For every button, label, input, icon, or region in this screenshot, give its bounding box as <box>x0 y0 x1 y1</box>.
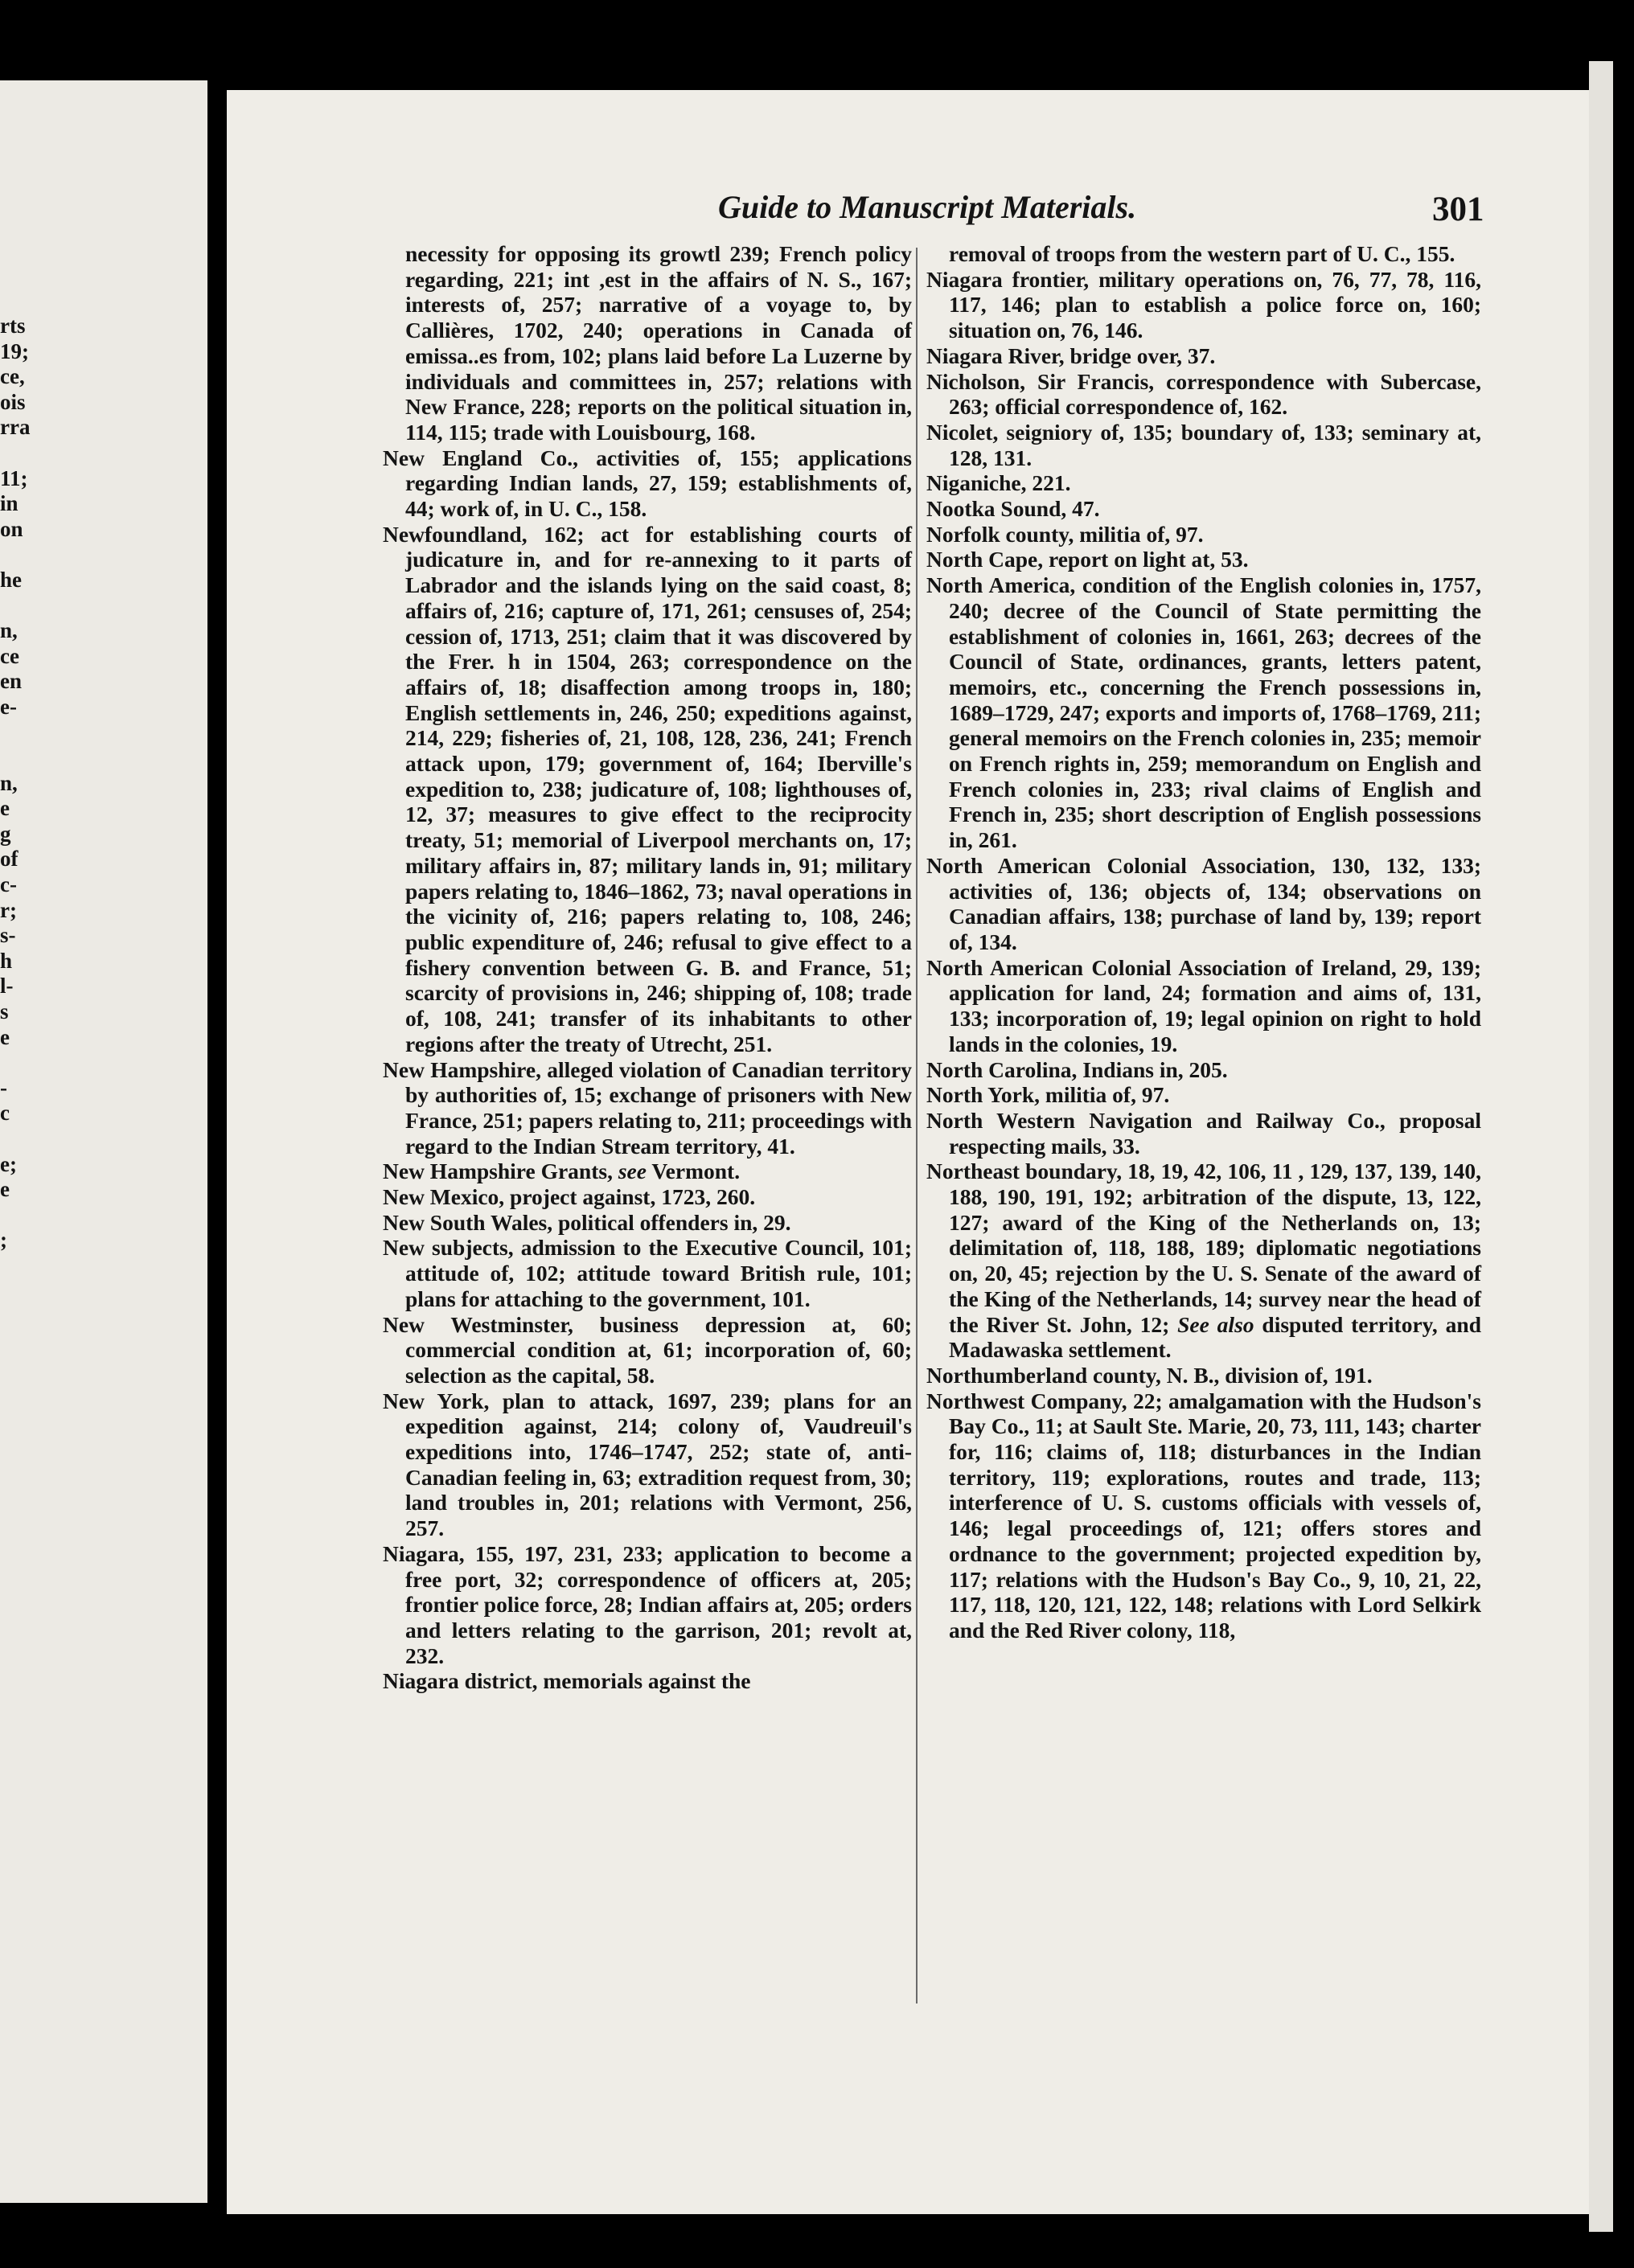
index-entry: Niagara frontier, military operations on, 76, 77, 78, 116, 117, 146; plan to establish a police force on, 160; situation on, 76, 146. <box>926 266 1481 343</box>
index-entry: Niagara, 155, 197, 231, 233; application to become a free port, 32; correspondence of officers at, 205; frontier police force, 28; Indian affairs at, 205; orders and letters relating to the garrison, 201; revolt at, 232. <box>383 1540 912 1668</box>
margin-fragment: h <box>0 948 13 973</box>
index-entry: New subjects, admission to the Executive Council, 101; attitude of, 102; attitude toward British rule, 101; plans for attaching to the government, 101. <box>383 1235 912 1311</box>
index-entry: Norfolk county, militia of, 97. <box>926 521 1204 547</box>
previous-page-fragments <box>0 314 48 1253</box>
index-entry: New Hampshire, alleged violation of Canadian territory by authorities of, 15; exchange of prisoners with New France, 251; papers relating to, 211; proceedings with regard to the Indian Stream territory, 41. <box>383 1056 912 1159</box>
index-entry: necessity for opposing its growtl 239; French policy regarding, 221; int ,est in the affairs of N. S., 167; interests of, 257; narrative of a voyage to, by Callières, 1702, 240; operations in Canada of emissa..es from, 102; plans laid before La Luzerne by individuals and committees in, 257; relations with New France, 228; reports on the political situation in, 114, 115; trade with Louisbourg, 168. <box>405 241 912 445</box>
margin-fragment: en <box>0 669 22 694</box>
running-header-title: Guide to Manuscript Materials. <box>718 189 1137 225</box>
margin-fragment: e <box>0 1177 10 1202</box>
index-entry: North American Colonial Association of Ireland, 29, 139; application for land, 24; formation and aims of, 131, 133; incorporation of, 19; legal opinion on right to hold lands in the colonies, 19. <box>926 954 1481 1056</box>
margin-fragment: ce, <box>0 364 25 389</box>
margin-fragment: rts <box>0 314 26 338</box>
index-entry: Niagara River, bridge over, 37. <box>926 342 1216 368</box>
margin-fragment <box>0 745 48 771</box>
index-column-right <box>926 241 1481 1643</box>
index-entry: New England Co., activities of, 155; applications regarding Indian lands, 27, 159; establishments of, 44; work of, in U. C., 158. <box>383 445 912 522</box>
index-entry: removal of troops from the western part of U. C., 155. <box>949 241 1455 266</box>
previous-page-edge <box>0 80 207 2203</box>
margin-fragment: c <box>0 1101 10 1126</box>
index-entry: New South Wales, political offenders in, 29. <box>383 1209 791 1235</box>
index-entry: New Westminster, business depression at, 60; commercial condition at, 61; incorporation of, 60; selection as the capital, 58. <box>383 1311 912 1388</box>
margin-fragment: s- <box>0 923 16 948</box>
margin-fragment <box>0 542 48 568</box>
margin-fragment: s <box>0 999 9 1024</box>
margin-fragment: ; <box>0 1228 7 1253</box>
margin-fragment: n, <box>0 770 18 795</box>
index-entry: New York, plan to attack, 1697, 239; plans for an expedition against, 214; colony of, Vaudreuil's expeditions into, 1746–1747, 252; state of, anti-Canadian feeling in, 63; extradition request from, 30; land troubles in, 201; relations with Vermont, 256, 257. <box>383 1388 912 1541</box>
margin-fragment: c- <box>0 872 17 897</box>
index-entry: Niganiche, 221. <box>926 470 1071 496</box>
column-divider <box>916 248 918 2003</box>
margin-fragment <box>0 593 48 619</box>
index-entry: North American Colonial Association, 130, 132, 133; activities of, 136; objects of, 134; observations on Canadian affairs, 138; purchase of land by, 139; report of, 134. <box>926 852 1481 954</box>
margin-fragment <box>0 1050 48 1076</box>
index-entry: Nootka Sound, 47. <box>926 496 1100 522</box>
margin-fragment: he <box>0 567 22 592</box>
margin-fragment <box>0 1126 48 1152</box>
index-entry: Northumberland county, N. B., division of, 191. <box>926 1362 1373 1388</box>
margin-fragment <box>0 441 48 466</box>
index-entry: Nicolet, seigniory of, 135; boundary of, 133; seminary at, 128, 131. <box>926 419 1481 470</box>
index-column-left <box>383 241 912 1694</box>
page-edge-right <box>1589 61 1613 2232</box>
index-entry: Northeast boundary, 18, 19, 42, 106, 11 , 129, 137, 139, 140, 188, 190, 191, 192; arbitration of the dispute, 13, 122, 127; award of the King of the Netherlands on, 13; delimitation of, 118, 188, 189; diplomatic negotiations on, 20, 45; rejection by the U. S. Senate of the award of the King of the Netherlands, 14; survey near the head of the River St. John, 12; See also disputed territory, and Madawaska settlement. <box>926 1159 1481 1363</box>
margin-fragment <box>0 720 48 746</box>
margin-fragment: e; <box>0 1151 17 1176</box>
margin-fragment: e <box>0 796 10 821</box>
margin-fragment: e <box>0 1024 10 1049</box>
margin-fragment: ce <box>0 643 19 668</box>
index-entry: North Western Navigation and Railway Co., proposal respecting mails, 33. <box>926 1107 1481 1159</box>
index-entry: Newfoundland, 162; act for establishing courts of judicature in, and for re-annexing to it parts of Labrador and the islands lying on the said coast, 8; affairs of, 216; capture of, 171, 261; censuses of, 254; cession of, 1713, 251; claim that it was discovered by the Frer. h in 1504, 263; correspondence on the affairs of, 18; disaffection among troops in, 180; English settlements in, 246, 250; expeditions against, 214, 229; fisheries of, 21, 108, 128, 236, 241; French attack upon, 179; government of, 164; Iberville's expedition to, 238; judicature of, 108; lighthouses of, 12, 37; measures to give effect to the reciprocity treaty, 51; memorial of Liverpool merchants on, 17; military affairs in, 87; military lands in, 91; military papers relating to, 1846–1862, 73; naval operations in the vicinity of, 216; papers relating to, 108, 246; public expenditure of, 246; refusal to give effect to a fishery convention between G. B. and France, 51; scarcity of provisions in, 246; shipping of, 108; trade of, 108, 241; transfer of its inhabitants to other regions after the treaty of Utrecht, 251. <box>383 521 912 1056</box>
margin-fragment <box>0 1203 48 1228</box>
index-entry: North America, condition of the English colonies in, 1757, 240; decree of the Council of State permitting the establishment of colonies in, 1661, 263; decrees of the Council of State, ordinances, grants, letters patent, memoirs, etc., concerning the French possessions in, 1689–1729, 247; exports and imports of, 1768–1769, 211; general memoirs on the French colonies in, 235; memoir on French rights in, 259; memorandum on English and French colonies in, 233; rival claims of English and French in, 235; short description of English possessions in, 261. <box>926 572 1481 853</box>
margin-fragment: in <box>0 491 18 516</box>
margin-fragment: - <box>0 1075 7 1100</box>
margin-fragment: n, <box>0 618 18 643</box>
margin-fragment: e- <box>0 694 17 719</box>
margin-fragment: g <box>0 821 11 846</box>
index-entry: North Cape, report on light at, 53. <box>926 547 1249 572</box>
page-number: 301 <box>1432 191 1484 228</box>
index-entry: North Carolina, Indians in, 205. <box>926 1056 1228 1082</box>
index-entry: North York, militia of, 97. <box>926 1082 1170 1108</box>
index-entry: New Mexico, project against, 1723, 260. <box>383 1184 756 1210</box>
margin-fragment: 11; <box>0 465 28 490</box>
margin-fragment: l- <box>0 974 14 999</box>
margin-fragment: ois <box>0 389 26 414</box>
index-entry: Northwest Company, 22; amalgamation with the Hudson's Bay Co., 11; at Sault Ste. Marie, 20, 73, 111, 143; charter for, 116; claims of, 118; disturbances in the Indian territory, 119; explorations, routes and trade, 113; interference of U. S. customs officials with vessels of, 146; legal proceedings of, 121; offers stores and ordnance to the government; projected expedition by, 117; relations with the Hudson's Bay Co., 9, 10, 21, 22, 117, 118, 120, 121, 122, 148; relations with Lord Selkirk and the Red River colony, 118, <box>926 1388 1481 1643</box>
index-entry: Nicholson, Sir Francis, correspondence with Subercase, 263; official correspondence of, 162. <box>926 368 1481 420</box>
margin-fragment: r; <box>0 897 17 922</box>
index-entry: New Hampshire Grants, see Vermont. <box>383 1159 741 1184</box>
margin-fragment: on <box>0 516 23 541</box>
margin-fragment: 19; <box>0 338 29 363</box>
margin-fragment: of <box>0 847 18 872</box>
index-entry: Niagara district, memorials against the <box>383 1668 751 1694</box>
margin-fragment: rra <box>0 415 31 440</box>
